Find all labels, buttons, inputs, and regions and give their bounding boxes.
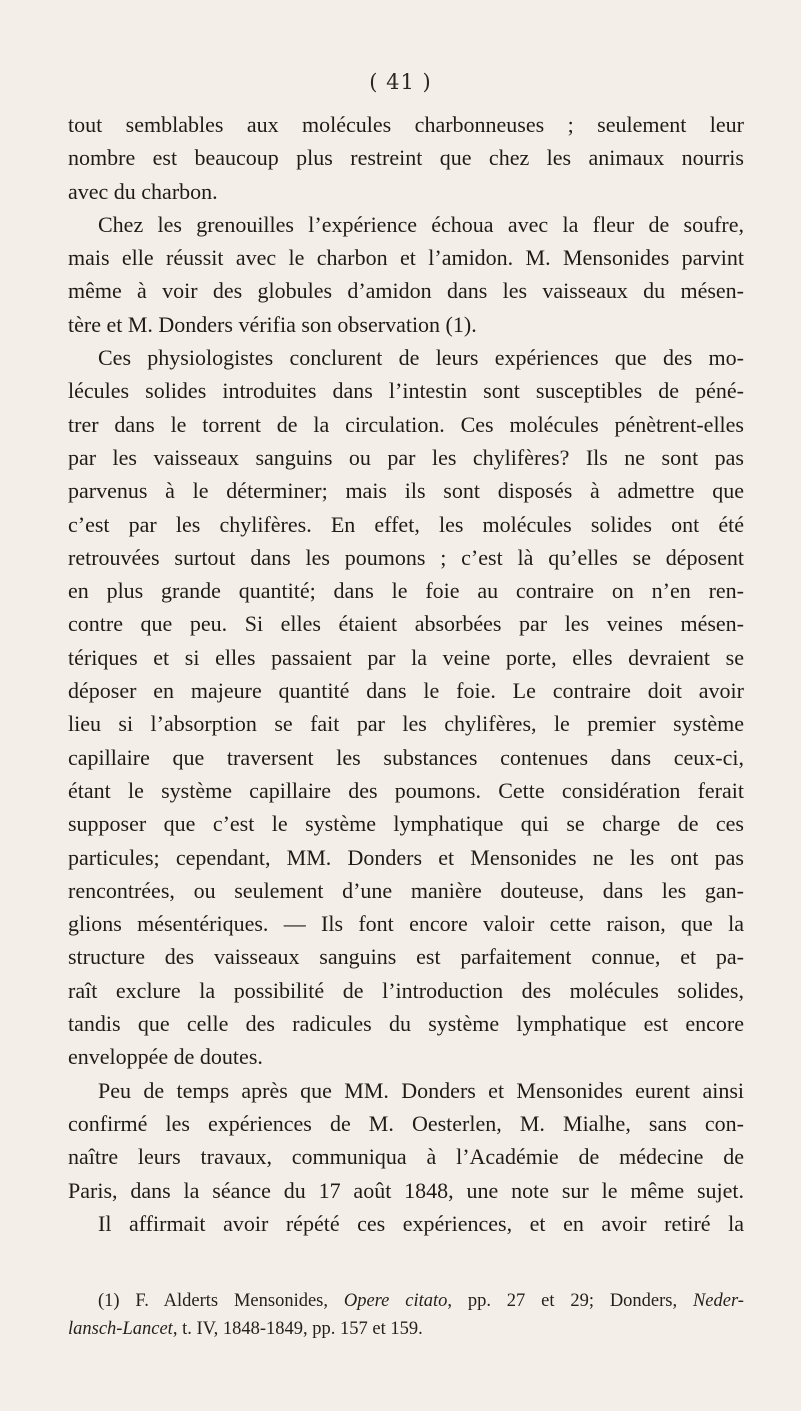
footnote-text: , pp. 27 et 29; Donders, xyxy=(447,1291,693,1311)
text-line: nombre est beaucoup plus restreint que chez les animaux nourris xyxy=(68,145,744,171)
text-line: capillaire que traversent les substances contenues dans ceux-ci, xyxy=(68,744,744,770)
text-line: lécules solides introduites dans l’intestin sont susceptibles de péné- xyxy=(68,378,744,404)
footnote-journal-italic: lansch-Lancet xyxy=(68,1319,173,1339)
text-line: structure des vaisseaux sanguins est parfaitement connue, et pa- xyxy=(68,944,744,970)
text-line: raît exclure la possibilité de l’introduction des molécules solides, xyxy=(68,977,744,1003)
footnote-text: (1) F. Alderts Mensonides, xyxy=(98,1291,344,1311)
text-line: retrouvées surtout dans les poumons ; c’est là qu’elles se déposent xyxy=(68,544,744,570)
text-line: rencontrées, ou seulement d’une manière douteuse, dans les gan- xyxy=(68,877,744,903)
text-line: c’est par les chylifères. En effet, les molécules solides ont été xyxy=(68,511,744,537)
footnote-line xyxy=(68,1315,744,1343)
text-line: Peu de temps après que MM. Donders et Mensonides eurent ainsi xyxy=(98,1077,744,1103)
text-line: trer dans le torrent de la circulation. Ces molécules pénètrent-elles xyxy=(68,411,744,437)
footnote-citation-italic: Opere citato xyxy=(343,1291,448,1311)
footnote-journal-italic: Neder- xyxy=(692,1291,744,1311)
text-line: particules; cependant, MM. Donders et Mensonides ne les ont pas xyxy=(68,844,744,870)
text-line: Paris, dans la séance du 17 août 1848, une note sur le même sujet. xyxy=(68,1177,744,1203)
footnote-text: , t. IV, 1848-1849, pp. 157 et 159. xyxy=(172,1319,423,1339)
text-line: parvenus à le déterminer; mais ils sont disposés à admettre que xyxy=(68,478,744,504)
text-line: avec du charbon. xyxy=(68,178,218,204)
footnote-line xyxy=(68,1287,744,1315)
text-line: étant le système capillaire des poumons. Cette considération ferait xyxy=(68,777,744,803)
text-line: naître leurs travaux, communiqua à l’Académie de médecine de xyxy=(68,1144,744,1170)
text-line: mais elle réussit avec le charbon et l’amidon. M. Mensonides parvint xyxy=(68,245,744,271)
text-line: supposer que c’est le système lymphatique qui se charge de ces xyxy=(68,811,744,837)
text-line: contre que peu. Si elles étaient absorbées par les veines mésen- xyxy=(68,611,744,637)
text-line: en plus grande quantité; dans le foie au contraire on n’en ren- xyxy=(68,578,744,604)
page-number: ( 41 ) xyxy=(369,70,432,94)
text-line: Il affirmait avoir répété ces expériences, et en avoir retiré la xyxy=(98,1210,744,1236)
text-line: tère et M. Donders vérifia son observation (1). xyxy=(68,311,477,337)
text-line: Ces physiologistes conclurent de leurs expériences que des mo- xyxy=(98,345,744,371)
text-line: même à voir des globules d’amidon dans les vaisseaux du mésen- xyxy=(68,278,744,304)
text-line: Chez les grenouilles l’expérience échoua avec la fleur de soufre, xyxy=(98,211,744,237)
text-line: par les vaisseaux sanguins ou par les chylifères? Ils ne sont pas xyxy=(68,444,744,470)
footnote xyxy=(68,1287,744,1343)
text-line: tandis que celle des radicules du système lymphatique est encore xyxy=(68,1011,744,1037)
text-line: tériques et si elles passaient par la veine porte, elles devraient se xyxy=(68,644,744,670)
text-line: tout semblables aux molécules charbonneuses ; seulement leur xyxy=(68,112,744,137)
text-line: lieu si l’absorption se fait par les chylifères, le premier système xyxy=(68,711,744,737)
text-line: enveloppée de doutes. xyxy=(68,1044,263,1070)
body-text xyxy=(68,108,744,1240)
text-line: confirmé les expériences de M. Oesterlen, M. Mialhe, sans con- xyxy=(68,1110,744,1136)
text-line: déposer en majeure quantité dans le foie. Le contraire doit avoir xyxy=(68,678,744,704)
text-line: glions mésentériques. — Ils font encore valoir cette raison, que la xyxy=(68,911,744,937)
